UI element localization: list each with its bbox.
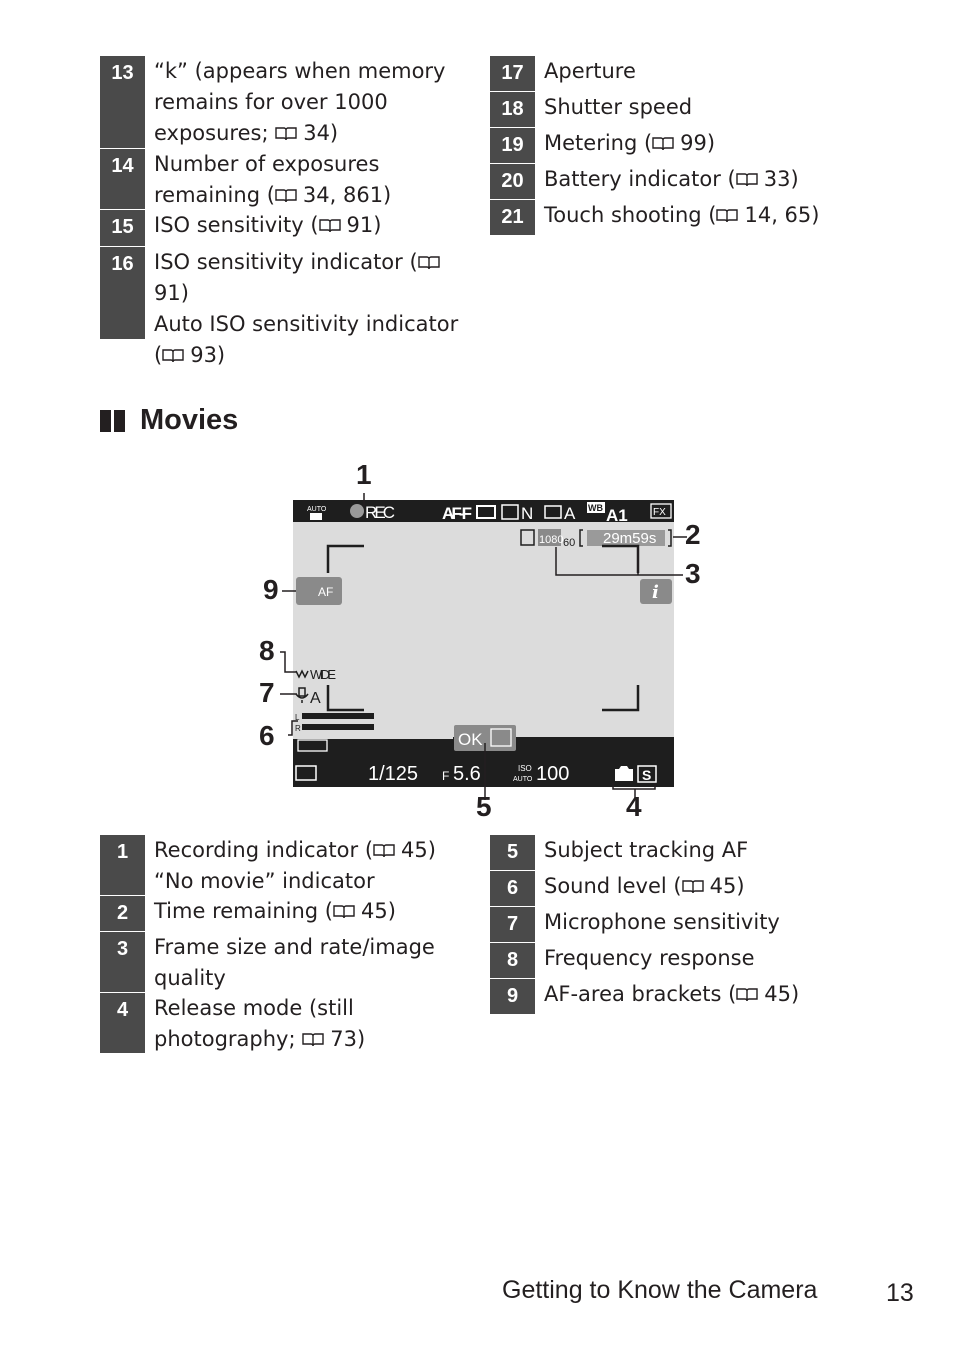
camera-mode-icon xyxy=(310,513,322,520)
callout-9: 9 xyxy=(263,574,279,605)
table-row xyxy=(100,149,480,209)
book-icon xyxy=(418,256,440,270)
book-icon xyxy=(333,905,355,919)
table-row xyxy=(100,210,480,246)
item-text: Recording indicator ( 45) “No movie” indicator xyxy=(154,838,436,893)
recording-indicator-icon xyxy=(350,504,364,518)
book-icon xyxy=(275,127,297,141)
iso-top-label: ISO xyxy=(518,764,532,773)
movie-screen-diagram xyxy=(250,455,720,835)
frequency-label: WIDE xyxy=(310,667,336,682)
picture-control-label: N xyxy=(521,504,534,523)
item-number: 6 xyxy=(490,871,535,906)
table-row xyxy=(100,56,480,148)
item-text: Microphone sensitivity xyxy=(544,910,780,934)
table-row xyxy=(490,56,870,91)
table-row xyxy=(100,896,480,931)
callout-4: 4 xyxy=(626,791,642,822)
callout-1: 1 xyxy=(356,459,372,490)
book-icon xyxy=(373,844,395,858)
table-row xyxy=(490,871,870,906)
item-number: 5 xyxy=(490,835,535,870)
mic-sensitivity-label: A xyxy=(310,690,321,707)
item-text: Number of exposures remaining ( 34, 861) xyxy=(154,152,392,207)
table-bottom-left xyxy=(100,835,480,1054)
table-row xyxy=(100,247,480,367)
callout-7: 7 xyxy=(259,677,275,708)
item-text: ISO sensitivity ( 91) xyxy=(154,213,382,237)
wb-value: A1 xyxy=(606,506,628,525)
item-number: 14 xyxy=(100,149,145,209)
time-remaining: 29m59s xyxy=(603,530,657,547)
item-number: 20 xyxy=(490,164,535,199)
sound-level-left xyxy=(302,713,374,719)
book-icon xyxy=(275,189,297,203)
item-number: 4 xyxy=(100,993,145,1053)
item-number: 2 xyxy=(100,896,145,931)
callout-6: 6 xyxy=(259,720,275,751)
callout-2: 2 xyxy=(685,519,701,550)
table-row xyxy=(490,164,870,199)
ok-label: OK xyxy=(458,730,483,749)
frame-size-label: 1080 xyxy=(539,534,564,546)
table-row xyxy=(490,200,870,235)
table-top-right xyxy=(490,56,870,236)
table-row xyxy=(490,979,870,1014)
page-number: 13 xyxy=(886,1279,914,1307)
book-icon xyxy=(319,219,341,233)
item-text: Battery indicator ( 33) xyxy=(544,167,799,191)
table-row xyxy=(100,835,480,895)
table-row xyxy=(100,932,480,992)
item-text: Sound level ( 45) xyxy=(544,874,745,898)
wb-label: WB xyxy=(588,503,603,513)
item-text: Release mode (still photography; 73) xyxy=(154,996,366,1051)
af-mode-label: AF-F xyxy=(442,504,472,523)
callout-8: 8 xyxy=(259,635,275,666)
section-title: Movies xyxy=(100,404,238,437)
item-number: 19 xyxy=(490,128,535,163)
info-label: i xyxy=(652,582,659,603)
item-text: AF-area brackets ( 45) xyxy=(544,982,800,1006)
book-icon xyxy=(716,209,738,223)
fx-label: FX xyxy=(653,507,666,518)
aperture-prefix: F xyxy=(442,769,450,783)
item-number: 16 xyxy=(100,247,145,339)
book-icon xyxy=(162,349,184,363)
sound-level-right-label: R xyxy=(295,724,301,733)
item-number: 1 xyxy=(100,835,145,895)
item-text: “k” (appears when memory remains for over 1000 exposures; 34) xyxy=(154,59,446,145)
book-icon xyxy=(736,988,758,1002)
aperture-value: 5.6 xyxy=(453,763,481,785)
table-row xyxy=(490,128,870,163)
item-text: Metering ( 99) xyxy=(544,131,716,155)
rec-label: REC xyxy=(365,503,395,522)
callout-3: 3 xyxy=(685,558,701,589)
item-text: Frequency response xyxy=(544,946,755,970)
item-number: 8 xyxy=(490,943,535,978)
item-text: Frame size and rate/image quality xyxy=(154,935,435,990)
chapter-title: Getting to Know the Camera xyxy=(502,1276,818,1304)
item-text: Time remaining ( 45) xyxy=(154,899,396,923)
shutter-speed: 1/125 xyxy=(368,763,419,785)
item-text: ISO sensitivity indicator (91) Auto ISO sensitivity indicator ( 93) xyxy=(154,250,459,367)
item-number: 21 xyxy=(490,200,535,235)
item-number: 17 xyxy=(490,56,535,91)
sound-level-left-label: L xyxy=(295,713,300,722)
section-marker-icon xyxy=(100,410,126,432)
item-text: Shutter speed xyxy=(544,95,693,119)
bottom-left-panel xyxy=(293,733,453,739)
table-bottom-right xyxy=(490,835,870,1015)
book-icon xyxy=(682,880,704,894)
book-icon xyxy=(652,137,674,151)
touch-af-label: AF xyxy=(318,585,334,599)
table-row xyxy=(490,907,870,942)
item-number: 3 xyxy=(100,932,145,992)
callout-5: 5 xyxy=(476,791,492,822)
auto-label: AUTO xyxy=(307,506,327,513)
item-number: 13 xyxy=(100,56,145,148)
item-number: 18 xyxy=(490,92,535,127)
item-number: 15 xyxy=(100,210,145,246)
table-top-left xyxy=(100,56,480,367)
iso-value: 100 xyxy=(536,763,570,785)
table-row xyxy=(490,835,870,870)
item-text: Aperture xyxy=(544,59,636,83)
item-number: 9 xyxy=(490,979,535,1014)
table-row xyxy=(490,943,870,978)
sound-level-right xyxy=(302,724,374,730)
frame-rate-label: 60 xyxy=(563,537,576,549)
item-number: 7 xyxy=(490,907,535,942)
iso-auto-label: AUTO xyxy=(513,776,533,783)
book-icon xyxy=(736,173,758,187)
book-icon xyxy=(302,1033,324,1047)
item-text: Touch shooting ( 14, 65) xyxy=(544,203,820,227)
item-text: Subject tracking AF xyxy=(544,838,749,862)
table-row xyxy=(490,92,870,127)
release-mode-label: S xyxy=(642,767,652,783)
table-row xyxy=(100,993,480,1053)
active-dlighting-label: A xyxy=(564,504,576,523)
